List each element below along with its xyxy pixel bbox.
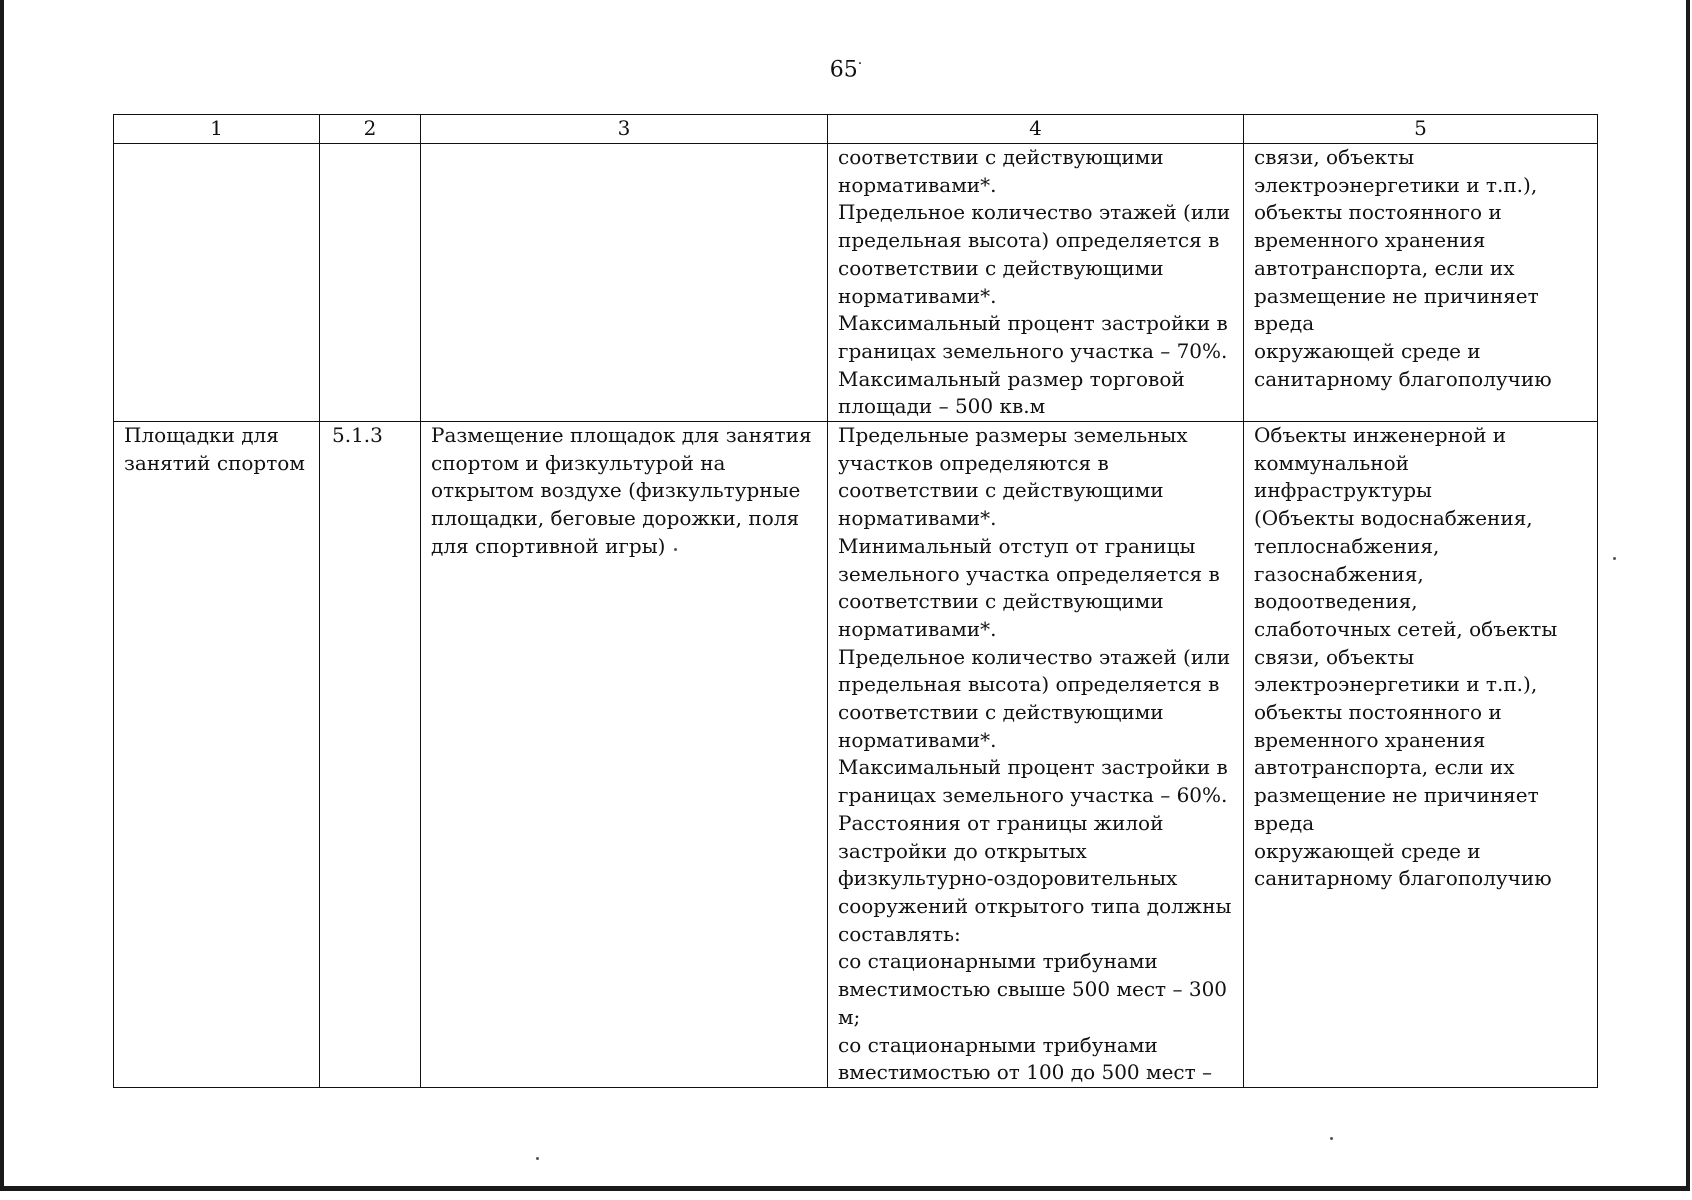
row-1-description-cell [421,144,828,422]
page-frame-left-border [0,0,4,1190]
row-1-auxiliary-cell [1244,144,1598,422]
row-2-parameters: Предельные размеры земельных участков определяются в соответствии с действующими нормативами*. Минимальный отступ от границы земельного участка определяется в соответствии с действующими нормативами*. Предельное количество этажей (или предельная высота) определяется в соответствии с действующими нормативами*. Максимальный процент застройки в границах земельного участка – 60%. Расстояния от границы жилой застройки до открытых физкультурно-оздоровительных сооружений открытого типа должны составлять: со стационарными трибунами вместимостью свыше 500 мест – 300 м; со стационарными трибунами вместимостью от 100 до 500 мест – [838,423,1232,1085]
row-2-auxiliary-cell [1244,422,1598,1088]
row-2-parameters-cell [828,422,1244,1088]
row-1-parameters-cell [828,144,1244,422]
table-header-cell-4: 4 [828,115,1244,144]
scan-speck [1613,557,1616,560]
row-2-name: Площадки для занятий спортом [124,423,305,475]
page-frame-bottom-border [0,1186,1690,1191]
row-2-description-cell [421,422,828,1088]
table-row [114,422,1598,1088]
row-2-code-cell [320,422,421,1088]
page-number-mark: · [857,56,863,72]
scan-speck [674,548,677,551]
row-1-name-cell [114,144,320,422]
row-2-description: Размещение площадок для занятия спортом и физкультурой на открытом воздухе (физкультурные площадки, беговые дорожки, поля для спортивной игры) [431,423,812,558]
scan-speck [1330,1137,1333,1140]
table-header-row [114,115,1598,144]
row-2-code: 5.1.3 [332,423,383,448]
table-header-cell-5: 5 [1244,115,1598,144]
page-frame-right-border [1686,0,1690,1190]
land-use-table [113,114,1598,1088]
table-row [114,144,1598,422]
row-1-auxiliary: связи, объекты электроэнергетики и т.п.), объекты постоянного и временного хранения автотранспорта, если их размещение не причиняет вреда окружающей среде и санитарному благополучию [1254,145,1552,391]
page-number [0,56,1692,82]
row-1-parameters: соответствии с действующими нормативами*. Предельное количество этажей (или предельная высота) определяется в соответствии с действующими нормативами*. Максимальный процент застройки в границах земельного участка – 70%. Максимальный размер торговой площади – 500 кв.м [838,145,1231,419]
row-2-auxiliary: Объекты инженерной и коммунальной инфраструктуры (Объекты водоснабжения, теплоснабжения, газоснабжения, водоотведения, слаботочных сетей, объекты связи, объекты электроэнергетики и т.п.), объекты постоянного и временного хранения автотранспорта, если их размещение не причиняет вреда окружающей среде и санитарному благополучию [1254,423,1558,891]
page-number-value: 65 [829,57,858,83]
table-header-cell-2: 2 [320,115,421,144]
table-header-cell-3: 3 [421,115,828,144]
table-header-cell-1: 1 [114,115,320,144]
scan-speck [536,1157,539,1160]
row-2-name-cell [114,422,320,1088]
row-1-code-cell [320,144,421,422]
